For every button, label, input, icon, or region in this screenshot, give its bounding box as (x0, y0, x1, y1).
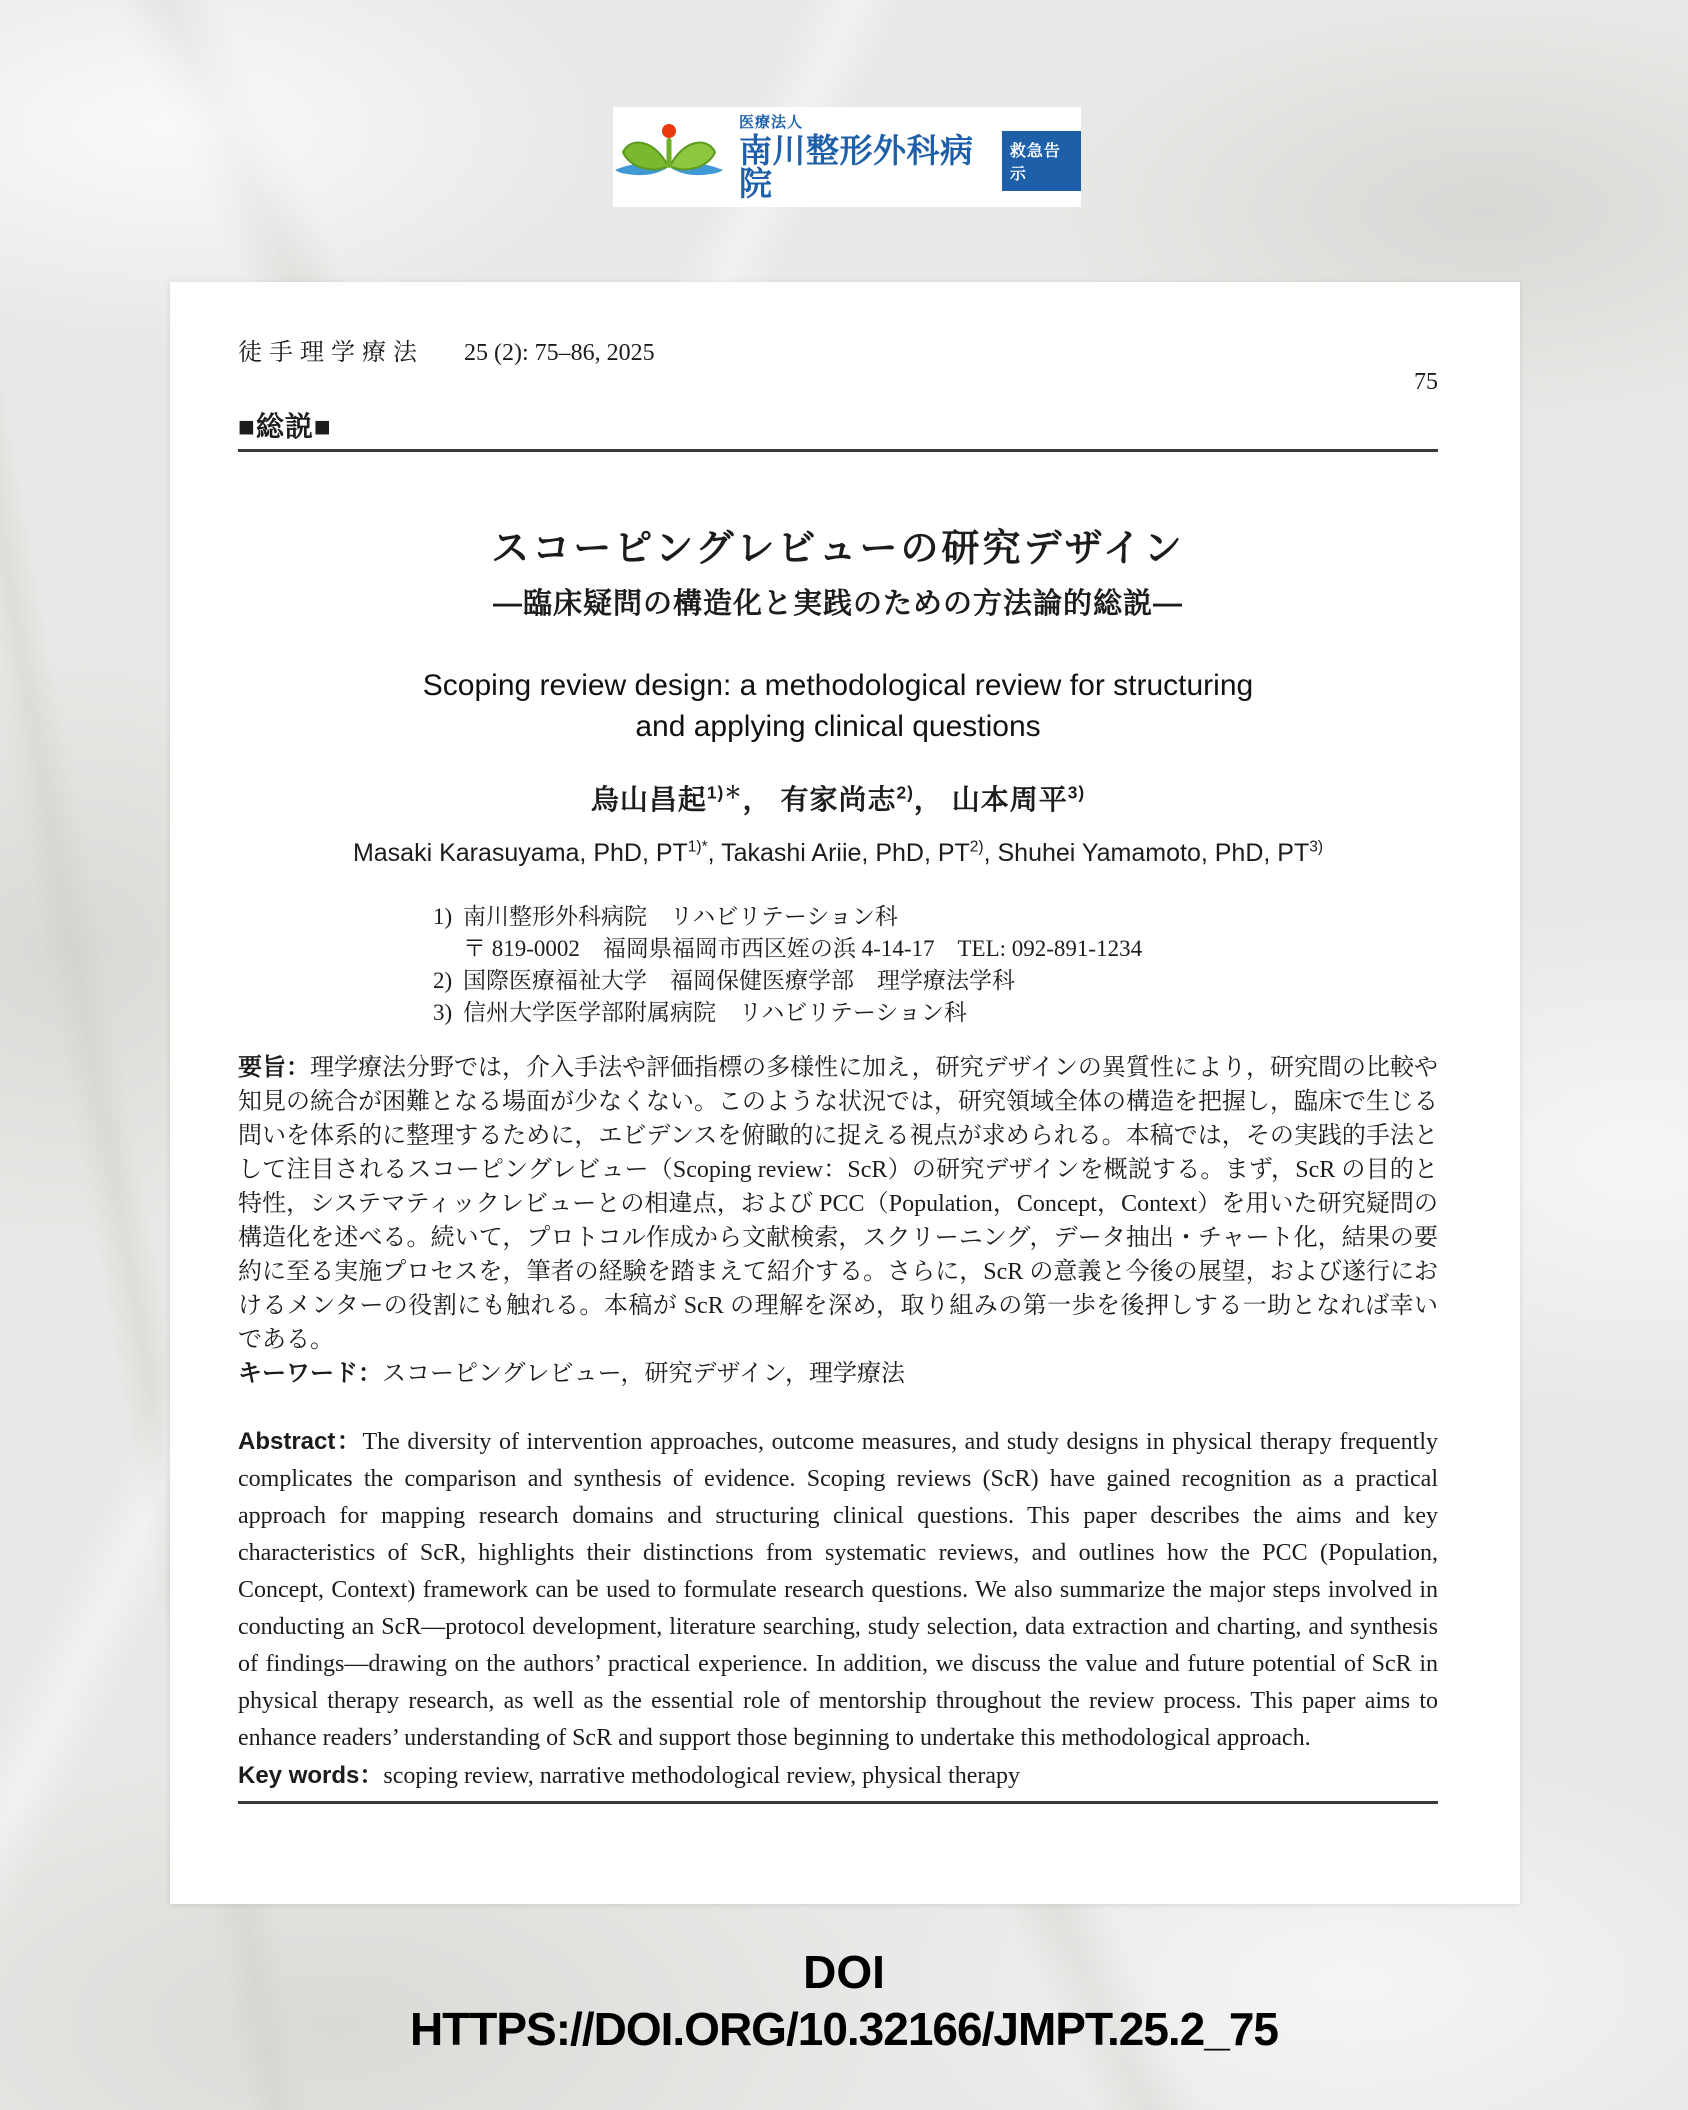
abstract-en (238, 1423, 1438, 1757)
abstract-ja-text: 理学療法分野では，介入手法や評価指標の多様性に加え，研究デザインの異質性により，研究間の比較や知見の統合が困難となる場面が少なくない。このような状況では，研究領域全体の構造を把握し，臨床で生じる問いを体系的に整理するために，エビデンスを俯瞰的に捉える視点が求められる。本稿では，その実践的手法として注目されるスコーピングレビュー（Scoping review：ScR）の研究デザインを概説する。まず，ScR の目的と特性，システマティックレビューとの相違点，および PCC（Population，Concept，Context）を用いた研究疑問の構造化を述べる。続いて，プロトコル作成から文献検索，スクリーニング，データ抽出・チャート化，結果の要約に至る実施プロセスを，筆者の経験を踏まえて紹介する。さらに，ScR の意義と今後の展望，および遂行におけるメンターの役割にも触れる。本稿が ScR の理解を深め，取り組みの第一歩を後押しする一助となれば幸いである。 (238, 1055, 1438, 1353)
paper-title-en-line1: Scoping review design: a methodological review for structuring (422, 669, 1254, 702)
hospital-logo-text (739, 115, 988, 200)
journal-issue: 25 (2): 75–86, 2025 (464, 340, 655, 366)
affiliations (433, 901, 1438, 1029)
logo-org-type: 医療法人 (739, 113, 804, 131)
journal-header (238, 338, 1438, 368)
affiliation-line-1: 1) 南川整形外科病院 リハビリテーション科 (433, 904, 898, 929)
hospital-logo (613, 107, 1081, 207)
hospital-logo-icon (613, 120, 725, 194)
doi-url: HTTPS://DOI.ORG/10.32166/JMPT.25.2_75 (409, 2003, 1279, 2055)
abstract-en-text: The diversity of intervention approaches, outcome measures, and study designs in physical therapy frequently complicates the comparison and synthesis of evidence. Scoping reviews (ScR) have gained recognition as a practical approach for mapping research domains and structuring clinical questions. This paper describes the aims and key characteristics of ScR, highlights their distinctions from systematic reviews, and outlines how the PCC (Population, Concept, Context) framework can be used to formulate research questions. We also summarize the major steps involved in conducting an ScR—protocol development, literature searching, study selection, data extraction and charting, and synthesis of findings—drawing on the authors’ practical experience. In addition, we discuss the value and future potential of ScR in physical therapy research, as well as the essential role of mentorship throughout the review process. This paper aims to enhance readers’ understanding of ScR and support those beginning to undertake this methodological approach. (238, 1429, 1439, 1751)
doi-footer (0, 1944, 1688, 2058)
affiliation-line-1-address: 〒 819-0002 福岡県福岡市西区姪の浜 4-14-17 TEL: 092-891-1234 (463, 936, 1143, 961)
emergency-notice-badge: 救急告示 (1002, 131, 1081, 191)
author-en-1: Masaki Karasuyama, PhD, $PT^{1)*}$, (352, 838, 722, 867)
keywords-en-text: scoping review, narrative methodological review, physical therapy (383, 1763, 1021, 1789)
paper-page (170, 282, 1520, 1904)
section-label: ■総説■ (238, 411, 332, 442)
authors-en (238, 837, 1438, 869)
author-ja-3: 山本周平$^{3)}$ (951, 782, 1086, 815)
keywords-ja-text: スコーピングレビュー，研究デザイン，理学療法 (382, 1361, 905, 1387)
affiliation-line-3: 3) 信州大学医学部附属病院 リハビリテーション科 (433, 1000, 967, 1025)
paper-title-en (238, 665, 1438, 747)
paper-title-en-line2: and applying clinical questions (635, 710, 1041, 743)
author-en-2: Takashi Ariie, PhD, PT$^{2)}$, (721, 838, 998, 867)
journal-name: 徒手理学療法 (238, 340, 424, 366)
page-number: 75 (1414, 369, 1438, 395)
authors-ja (238, 783, 1438, 817)
abstract-ja (238, 1051, 1438, 1357)
paper-subtitle-ja: ―臨床疑問の構造化と実践のための方法論的総説― (492, 588, 1183, 620)
abstract-en-label: Abstract： (238, 1428, 363, 1455)
footer-divider-rule (238, 1801, 1438, 1804)
abstract-ja-label: 要旨： (238, 1054, 311, 1081)
affiliation-line-2: 2) 国際医療福祉大学 福岡保健医療学部 理学療法学科 (433, 968, 1015, 993)
paper-title-ja: スコーピングレビューの研究デザイン (491, 528, 1185, 570)
keywords-ja (238, 1357, 1438, 1391)
keywords-ja-label: キーワード： (238, 1360, 382, 1387)
keywords-en-label: Key words： (238, 1762, 384, 1789)
logo-hospital-name: 南川整形外科病院 (739, 131, 974, 202)
header-divider-rule (238, 449, 1438, 452)
doi-label: DOI (803, 1946, 885, 1998)
author-ja-2: 有家尚志$^{2)}$， (780, 782, 943, 815)
author-ja-1: 烏山昌起$^{1)*}$， (590, 782, 772, 815)
keywords-en (238, 1757, 1438, 1795)
author-en-3: Shuhei Yamamoto, PhD, PT$^{3)}$ (997, 838, 1324, 867)
